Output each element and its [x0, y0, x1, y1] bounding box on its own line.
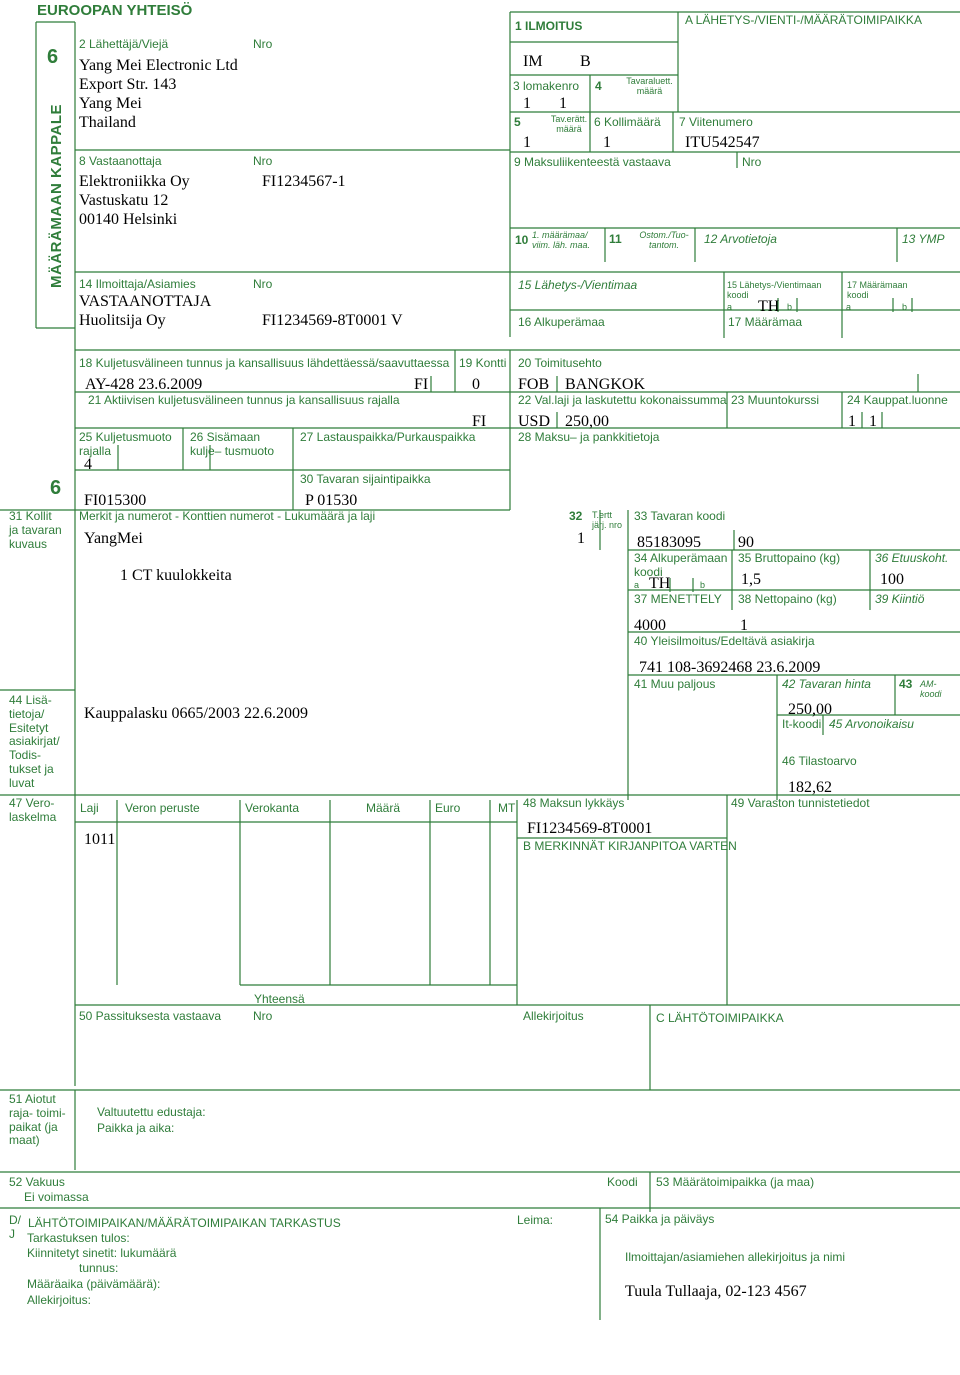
- box24-label: 24 Kauppat.luonne: [847, 393, 948, 407]
- box42-label: 42 Tavaran hinta: [782, 677, 871, 691]
- box16-label: 16 Alkuperämaa: [518, 315, 605, 329]
- declaration-type-im: IM: [523, 53, 543, 70]
- box46-label: 46 Tilastoarvo: [782, 754, 857, 768]
- box10-label: 1. määrämaa/ viim. läh. maa.: [532, 230, 591, 251]
- box17-a: a: [846, 302, 852, 312]
- box52-label: 52 Vakuus: [9, 1175, 65, 1189]
- goods-description: 1 CT kuulokkeita: [120, 567, 232, 584]
- box35-label: 35 Bruttopaino (kg): [738, 551, 841, 565]
- box5-label: Tav.erätt. määrä: [550, 114, 588, 135]
- box9-nro-label: Nro: [742, 155, 762, 169]
- box15-code-label: 15 Lähetys-/Vientimaan koodi: [727, 280, 822, 301]
- transport-id: AY-428 23.6.2009: [85, 376, 203, 393]
- deadline-label: Määräaika (päivämäärä):: [27, 1277, 161, 1291]
- box8-label: 8 Vastaanottaja: [79, 154, 162, 168]
- box22-label: 22 Val.laji ja laskutettu kokonaissumma: [518, 393, 727, 407]
- transaction-nature-2: 1: [869, 413, 877, 430]
- box44-it-code: It-koodi: [782, 717, 822, 731]
- box51-label: 51 Aiotut raja- toimi- paikat (ja maat): [9, 1092, 66, 1148]
- tax-type-value: 1011: [84, 831, 116, 848]
- authorized-rep-label: Valtuutettu edustaja:: [97, 1105, 206, 1119]
- exporter-city: Yang Mei: [79, 95, 142, 112]
- exporter-country: Thailand: [79, 114, 136, 131]
- box12-label: 12 Arvotietoja: [704, 232, 777, 246]
- box20-label: 20 Toimitusehto: [518, 356, 602, 370]
- seals-id-label: tunnus:: [79, 1261, 119, 1275]
- box43-number: 43: [899, 677, 913, 691]
- declarant-role: VASTAANOTTAJA: [79, 293, 212, 310]
- box18-label: 18 Kuljetusvälineen tunnus ja kansallisuus lähdettäessä/saavuttaessa: [79, 356, 450, 370]
- box31-label: 31 Kollit ja tavaran kuvaus: [9, 509, 62, 551]
- additional-info: Kauppalasku 0665/2003 22.6.2009: [84, 705, 308, 722]
- box25-label: 25 Kuljetusmuoto rajalla: [79, 430, 172, 458]
- container-value: 0: [472, 376, 480, 393]
- box9-label: 9 Maksuliikenteestä vastaava: [514, 155, 671, 169]
- box32-label: 32: [569, 509, 583, 523]
- copy-number-lower: 6: [50, 477, 62, 499]
- box1-label: 1 ILMOITUS: [515, 19, 583, 33]
- box49-label: 49 Varaston tunnistetiedot: [731, 796, 870, 810]
- box34-b: b: [700, 580, 706, 590]
- currency: USD: [518, 413, 551, 430]
- copy-number: 6: [47, 46, 59, 68]
- procedure-code: 4000: [634, 617, 666, 634]
- declaration-type-b: B: [580, 53, 591, 70]
- boxA-label: A LÄHETYS-/VIENTI-/MÄÄRÄTOIMIPAIKKA: [685, 13, 922, 27]
- box26-label: 26 Sisämaan kulje– tusmuoto: [190, 430, 275, 458]
- box50-signature-label: Allekirjoitus: [523, 1009, 584, 1023]
- deferred-payment-id: FI1234569-8T0001: [527, 820, 653, 837]
- invoice-amount: 250,00: [565, 413, 609, 430]
- declarant-signature: Tuula Tullaaja, 02-123 4567: [625, 1283, 807, 1300]
- exporter-street: Export Str. 143: [79, 76, 177, 93]
- box15-b: b: [787, 302, 793, 312]
- preference: 100: [880, 571, 904, 588]
- origin-country-code: TH: [649, 575, 671, 592]
- boxDJ-label: D/ J: [9, 1213, 21, 1241]
- box45-label: 45 Arvonoikaisu: [829, 717, 914, 731]
- box41-label: 41 Muu paljous: [634, 677, 716, 691]
- tax-col-amount: Määrä: [366, 801, 401, 815]
- form-number-2: 1: [559, 95, 567, 112]
- box15-a: a: [727, 302, 733, 312]
- consignee-nro: FI1234567-1: [262, 173, 346, 190]
- tax-total-label: Yhteensä: [254, 992, 305, 1006]
- box15-label: 15 Lähetys-/Vientimaa: [518, 278, 638, 292]
- item-count: 1: [523, 134, 531, 151]
- box50-nro-label: Nro: [253, 1009, 273, 1023]
- box40-label: 40 Yleisilmoitus/Edeltävä asiakirja: [634, 634, 815, 648]
- box17-label: 17 Määrämaa: [728, 315, 803, 329]
- box8-nro-label: Nro: [253, 154, 273, 168]
- delivery-terms-place: BANGKOK: [565, 376, 645, 393]
- box48-label: 48 Maksun lykkäys: [523, 796, 625, 810]
- tax-col-mt: MT: [498, 801, 516, 815]
- transport-country: FI: [414, 376, 429, 393]
- goods-marks: YangMei: [84, 530, 143, 547]
- box28-label: 28 Maksu– ja pankkitietoja: [518, 430, 660, 444]
- box43-label: AM- koodi: [920, 679, 942, 700]
- seals-count-label: Kiinnitetyt sinetit: lukumäärä: [27, 1246, 177, 1260]
- box34-label: 34 Alkuperämaan koodi: [634, 551, 728, 579]
- active-transport-country: FI: [472, 413, 487, 430]
- transport-mode-border: 4: [84, 456, 92, 473]
- box31-header: Merkit ja numerot - Konttien numerot - Lukumäärä ja laji: [79, 509, 376, 523]
- box19-label: 19 Kontti: [459, 356, 507, 370]
- box13-label: 13 YMP: [902, 232, 945, 246]
- commodity-code-suffix: 90: [738, 534, 754, 551]
- box37-label: 37 MENETTELY: [634, 592, 722, 606]
- box2-nro-label: Nro: [253, 37, 273, 51]
- package-count: 1: [603, 134, 611, 151]
- box21-label: 21 Aktiivisen kuljetusvälineen tunnus ja kansallisuus rajalla: [88, 393, 400, 407]
- statistical-value: 182,62: [788, 779, 832, 796]
- box4-label: Tavaraluett. määrä: [626, 76, 673, 97]
- tax-col-euro: Euro: [435, 801, 461, 815]
- box52-code-label: Koodi: [607, 1175, 638, 1189]
- box5-number: 5: [514, 115, 521, 129]
- previous-document: 741 108-3692468 23.6.2009: [639, 659, 821, 676]
- box33-label: 33 Tavaran koodi: [634, 509, 726, 523]
- consignee-name: Elektroniikka Oy: [79, 173, 190, 190]
- box11-number: 11: [609, 232, 622, 246]
- box17-code-label: 17 Määrämaan koodi: [847, 280, 908, 301]
- dispatch-country-code: TH: [758, 298, 780, 315]
- box44-label: 44 Lisä- tietoja/ Esitetyt asiakirjat/ Todis- tukset ja luvat: [9, 693, 60, 790]
- procedure-code-suffix: 1: [740, 617, 748, 634]
- box38-label: 38 Nettopaino (kg): [738, 592, 837, 606]
- box34-a: a: [634, 580, 640, 590]
- goods-location: P 01530: [305, 492, 358, 509]
- reference-number: ITU542547: [685, 134, 760, 151]
- declarant-name: Huolitsija Oy: [79, 312, 166, 329]
- consignee-city: 00140 Helsinki: [79, 211, 178, 228]
- box17-b: b: [902, 302, 908, 312]
- form-number-1: 1: [523, 95, 531, 112]
- box53-label: 53 Määrätoimipaikka (ja maa): [656, 1175, 815, 1189]
- transaction-nature-1: 1: [848, 413, 856, 430]
- customs-office-code: FI015300: [84, 492, 147, 509]
- item-price: 250,00: [788, 701, 832, 718]
- tax-col-rate: Verokanta: [245, 801, 300, 815]
- boxC-label: C LÄHTÖTOIMIPAIKKA: [656, 1011, 784, 1025]
- declarant-nro: FI1234569-8T0001 V: [262, 312, 403, 329]
- guarantee-status: Ei voimassa: [24, 1190, 89, 1204]
- box39-label: 39 Kiintiö: [875, 592, 925, 606]
- box36-label: 36 Etuuskoht.: [875, 551, 949, 565]
- box54-label: 54 Paikka ja päiväys: [605, 1212, 715, 1226]
- box32-sub-label: T.ertt järj. nro: [592, 510, 623, 531]
- control-title: LÄHTÖTOIMIPAIKAN/MÄÄRÄTOIMIPAIKAN TARKASTUS: [28, 1216, 341, 1230]
- stamp-label: Leima:: [517, 1213, 554, 1227]
- boxB-label: B MERKINNÄT KIRJANPITOA VARTEN: [523, 839, 737, 853]
- form-header-title: EUROOPAN YHTEISÖ: [37, 2, 193, 19]
- exporter-name: Yang Mei Electronic Ltd: [79, 57, 238, 74]
- gross-weight: 1,5: [741, 571, 761, 588]
- box14-label: 14 Ilmoittaja/Asiamies: [79, 277, 196, 291]
- item-number: 1: [577, 530, 585, 547]
- box14-nro-label: Nro: [253, 277, 273, 291]
- control-result-label: Tarkastuksen tulos:: [27, 1231, 130, 1245]
- tax-col-type: Laji: [80, 801, 99, 815]
- box2-label: 2 Lähettäjä/Viejä: [79, 37, 169, 51]
- copy-name-vertical: MÄÄRÄMAAN KAPPALE: [48, 103, 65, 288]
- box6-label: 6 Kollimäärä: [594, 115, 661, 129]
- consignee-street: Vastuskatu 12: [79, 192, 169, 209]
- box23-label: 23 Muuntokurssi: [731, 393, 820, 407]
- box50-label: 50 Passituksesta vastaava: [79, 1009, 222, 1023]
- box10-number: 10: [515, 233, 529, 247]
- box3-label: 3 lomakenro: [513, 79, 580, 93]
- box7-label: 7 Viitenumero: [679, 115, 753, 129]
- place-time-label: Paikka ja aika:: [97, 1121, 175, 1135]
- box27-label: 27 Lastauspaikka/Purkauspaikka: [300, 430, 476, 444]
- commodity-code: 85183095: [637, 534, 701, 551]
- box11-label: Ostom./Tuo- tantom.: [639, 230, 689, 251]
- declarant-signature-label: Ilmoittajan/asiamiehen allekirjoitus ja nimi: [625, 1250, 846, 1264]
- box30-label: 30 Tavaran sijaintipaikka: [300, 472, 431, 486]
- control-signature-label: Allekirjoitus:: [27, 1293, 92, 1307]
- delivery-terms-code: FOB: [518, 376, 550, 393]
- box47-label: 47 Vero- laskelma: [9, 796, 57, 824]
- tax-col-base: Veron peruste: [125, 801, 200, 815]
- box4-number: 4: [595, 79, 602, 93]
